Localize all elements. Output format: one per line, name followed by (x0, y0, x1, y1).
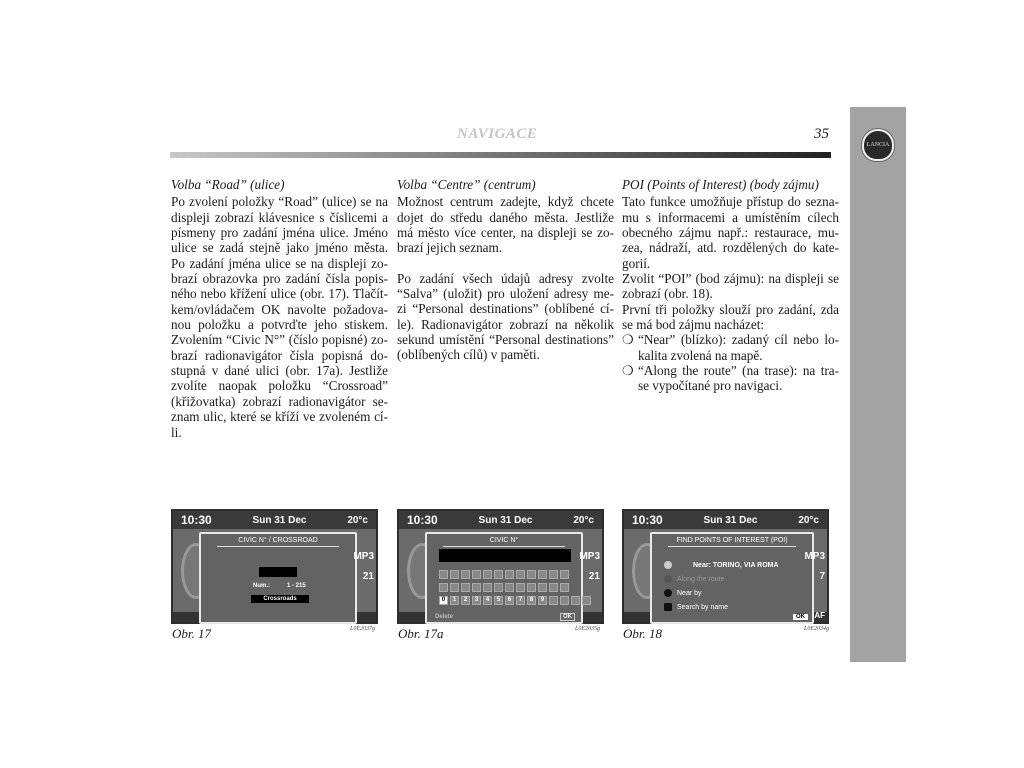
text-line: (oblíbených cílů) v paměti. (397, 347, 540, 363)
keyboard-key[interactable] (582, 596, 591, 605)
date: Sun 31 Dec (703, 514, 758, 526)
num-range: 1 - 215 (287, 583, 306, 589)
search-by-name-option[interactable]: Search by name (677, 603, 728, 611)
caption-17a: Obr. 17a (398, 626, 444, 641)
keyboard-key[interactable] (472, 570, 481, 579)
near-by-option[interactable]: Near by (677, 589, 702, 597)
time: 10:30 (407, 513, 438, 527)
date: Sun 31 Dec (478, 514, 533, 526)
text-line: se má bod zájmu nacházet: (622, 317, 765, 333)
num-label: Num.: (253, 583, 270, 589)
time: 10:30 (181, 513, 212, 527)
text-line: ného nebo křížení ulice (obr. 17). Tlačít- (171, 286, 388, 302)
keyboard-key[interactable] (549, 596, 558, 605)
code-17: L0E2037g (350, 626, 376, 632)
keyboard-key[interactable] (483, 570, 492, 579)
caption-17: Obr. 17 (172, 626, 212, 641)
keyboard-key[interactable]: 2 (461, 596, 470, 605)
poi-dialog (650, 532, 814, 624)
text-line: brazí obrazovka pro zadání čísla popis- (171, 271, 388, 287)
text-line: “Salva” (uložit) pro uložení adresy me- (397, 286, 614, 302)
text-line: ulice se zadá stejně jako jméno města. (171, 240, 388, 256)
figure-18-screen (622, 509, 829, 624)
keyboard-key[interactable]: 6 (505, 596, 514, 605)
keyboard-key[interactable] (538, 570, 547, 579)
text-line: stupná v dané ulici (obr. 17a). Jestliže (171, 363, 388, 379)
keyboard-key[interactable] (527, 583, 536, 592)
column-centre (397, 177, 614, 363)
keyboard-key[interactable]: 4 (483, 596, 492, 605)
ok-button[interactable]: OK (793, 614, 808, 620)
keyboard-key[interactable] (538, 583, 547, 592)
code-17a: L0E2035g (575, 626, 601, 632)
text-line: První tři položky slouží pro zadání, zda (622, 301, 839, 317)
text-line: má město více center, na displeji se zo- (397, 225, 614, 241)
text-line: dojet do středu daného města. Jestliže (397, 209, 614, 225)
heading-centre: Volba “Centre” (centrum) (397, 177, 536, 192)
column-poi (622, 177, 839, 394)
civic-crossroad-dialog (199, 532, 357, 624)
keyboard-key[interactable]: 3 (472, 596, 481, 605)
text-line: gorií. (622, 255, 651, 271)
dialog-title: CIVIC N° (443, 537, 565, 547)
keyboard-key[interactable] (450, 583, 459, 592)
heading-road: Volba “Road” (ulice) (171, 177, 285, 192)
text-line: kalita zvolená na mapě. (638, 347, 763, 363)
keyboard-key[interactable]: 1 (450, 596, 459, 605)
number-input[interactable] (439, 549, 571, 562)
number-label: 21 (362, 571, 374, 582)
keyboard-key[interactable] (472, 583, 481, 592)
header-divider (170, 152, 831, 158)
number-input[interactable] (259, 567, 297, 577)
text-line: obecného zájmu např.: restaurace, mu- (622, 225, 839, 241)
text-line: brazí radionavigátor čísla popisná do- (171, 347, 388, 363)
keyboard-key[interactable] (571, 596, 580, 605)
keyboard-key[interactable]: 8 (527, 596, 536, 605)
keyboard-key[interactable] (461, 583, 470, 592)
keyboard-key[interactable] (549, 570, 558, 579)
text-line: nou položku a potvrďte jeho stiskem. (171, 317, 388, 333)
keyboard-key[interactable] (505, 570, 514, 579)
chapter-tab (850, 107, 906, 662)
af-label: AF (814, 611, 825, 620)
keyboard-key[interactable] (560, 596, 569, 605)
keyboard-key[interactable] (450, 570, 459, 579)
text-line: kem/ovládačem OK navolte požadova- (171, 301, 388, 317)
mp3-label: MP3 (353, 551, 374, 562)
bullet-along: ❍ “Along the route” (na trase): na tra- se vypočítané pro navigaci. (622, 363, 839, 394)
mp3-label: MP3 (804, 551, 825, 562)
keyboard-key[interactable] (461, 570, 470, 579)
text-line: brazí jejich seznam. (397, 240, 503, 256)
text-line: mu s informacemi a umístěním cílech (622, 209, 839, 225)
text-line: li. (171, 424, 182, 440)
keyboard-key[interactable] (560, 570, 569, 579)
text-line: Tato funkce umožňuje přístup do sezna- (622, 194, 839, 210)
date: Sun 31 Dec (252, 514, 307, 526)
keyboard-key[interactable]: 0 (439, 596, 448, 605)
crossroads-button[interactable]: Crossroads (251, 595, 309, 603)
keyboard-key[interactable] (505, 583, 514, 592)
keyboard-key[interactable] (494, 583, 503, 592)
keyboard-key[interactable] (483, 583, 492, 592)
keyboard-key[interactable] (439, 583, 448, 592)
bullet-near: ❍ “Near” (blízko): zadaný cíl nebo lo- kalita zvolená na mapě. (622, 332, 839, 363)
number-label: 7 (819, 571, 825, 582)
figure-17-screen (171, 509, 378, 624)
keyboard-key[interactable] (560, 583, 569, 592)
time: 10:30 (632, 513, 663, 527)
civic-number-dialog (425, 532, 583, 624)
keyboard-key[interactable] (439, 570, 448, 579)
delete-button[interactable]: Delete (435, 614, 454, 620)
temperature: 20°c (798, 514, 819, 526)
text-line: se vypočítané pro navigaci. (638, 378, 783, 394)
page-number: 35 (814, 126, 829, 142)
dialog-title: CIVIC N° / CROSSROAD (217, 537, 339, 547)
near-option[interactable]: Near: TORINO, VIA ROMA (693, 561, 779, 569)
text-line: zi “Personal destinations” (oblíbené cí- (397, 301, 614, 317)
along-route-option[interactable]: Along the route (677, 575, 725, 583)
text-line: Možnost centrum zadejte, když chcete (397, 194, 614, 210)
keyboard-key[interactable]: 5 (494, 596, 503, 605)
mp3-label: MP3 (579, 551, 600, 562)
text-line: le). Radionavigátor zobrazí na několik (397, 316, 614, 332)
keyboard-key[interactable] (549, 583, 558, 592)
keyboard-key[interactable]: 9 (538, 596, 547, 605)
number-label: 21 (588, 571, 600, 582)
heading-poi: POI (Points of Interest) (body zájmu) (622, 177, 819, 192)
text-line: zea, nádraží, atd. rozdělených do kate- (622, 240, 839, 256)
section-title: NAVIGACE (457, 126, 538, 142)
text-line: zobrazí (obr. 18). (622, 286, 713, 302)
text-line: Po zadání všech údajů adresy zvolte (397, 270, 614, 286)
text-line: Zvolením “Civic N°” (číslo popisné) zo- (171, 332, 388, 348)
code-18: L0E2034g (804, 626, 830, 632)
column-road (171, 177, 388, 440)
ok-button[interactable]: OK (560, 613, 575, 621)
text-line: Zvolit “POI” (bod zájmu): na displeji se (622, 271, 839, 287)
text-line: znam ulic, které se kříží ve zvoleném cí- (171, 409, 388, 425)
caption-18: Obr. 18 (623, 626, 663, 641)
temperature: 20°c (573, 514, 594, 526)
keyboard-key[interactable]: 7 (516, 596, 525, 605)
keyboard-key[interactable] (516, 570, 525, 579)
text-line: Po zvolení položky “Road” (ulice) se na (171, 194, 388, 210)
keyboard-key[interactable] (527, 570, 536, 579)
keyboard-key[interactable] (494, 570, 503, 579)
text-line: “Near” (blízko): zadaný cíl nebo lo- (638, 332, 839, 348)
dialog-title: FIND POINTS OF INTEREST (POI) (668, 537, 796, 547)
text-line: písmeny pro zadání jména ulice. Jméno (171, 225, 388, 241)
text-line: zvolíte naopak položku “Crossroad” (171, 378, 388, 394)
text-line: displeji zobrazí klávesnice s číslicemi a (171, 209, 388, 225)
text-line: (křižovatka) zobrazí radionavigátor se- (171, 393, 388, 409)
keyboard-key[interactable] (516, 583, 525, 592)
figure-17a-screen (397, 509, 604, 624)
text-line: “Along the route” (na trase): na tra- (638, 363, 839, 379)
text-line: Po zadání jména ulice se na displeji zo- (171, 255, 388, 271)
text-line: sekund umístění “Personal destinations” (397, 332, 614, 348)
temperature: 20°c (347, 514, 368, 526)
lancia-logo: LANCIA (862, 129, 894, 161)
